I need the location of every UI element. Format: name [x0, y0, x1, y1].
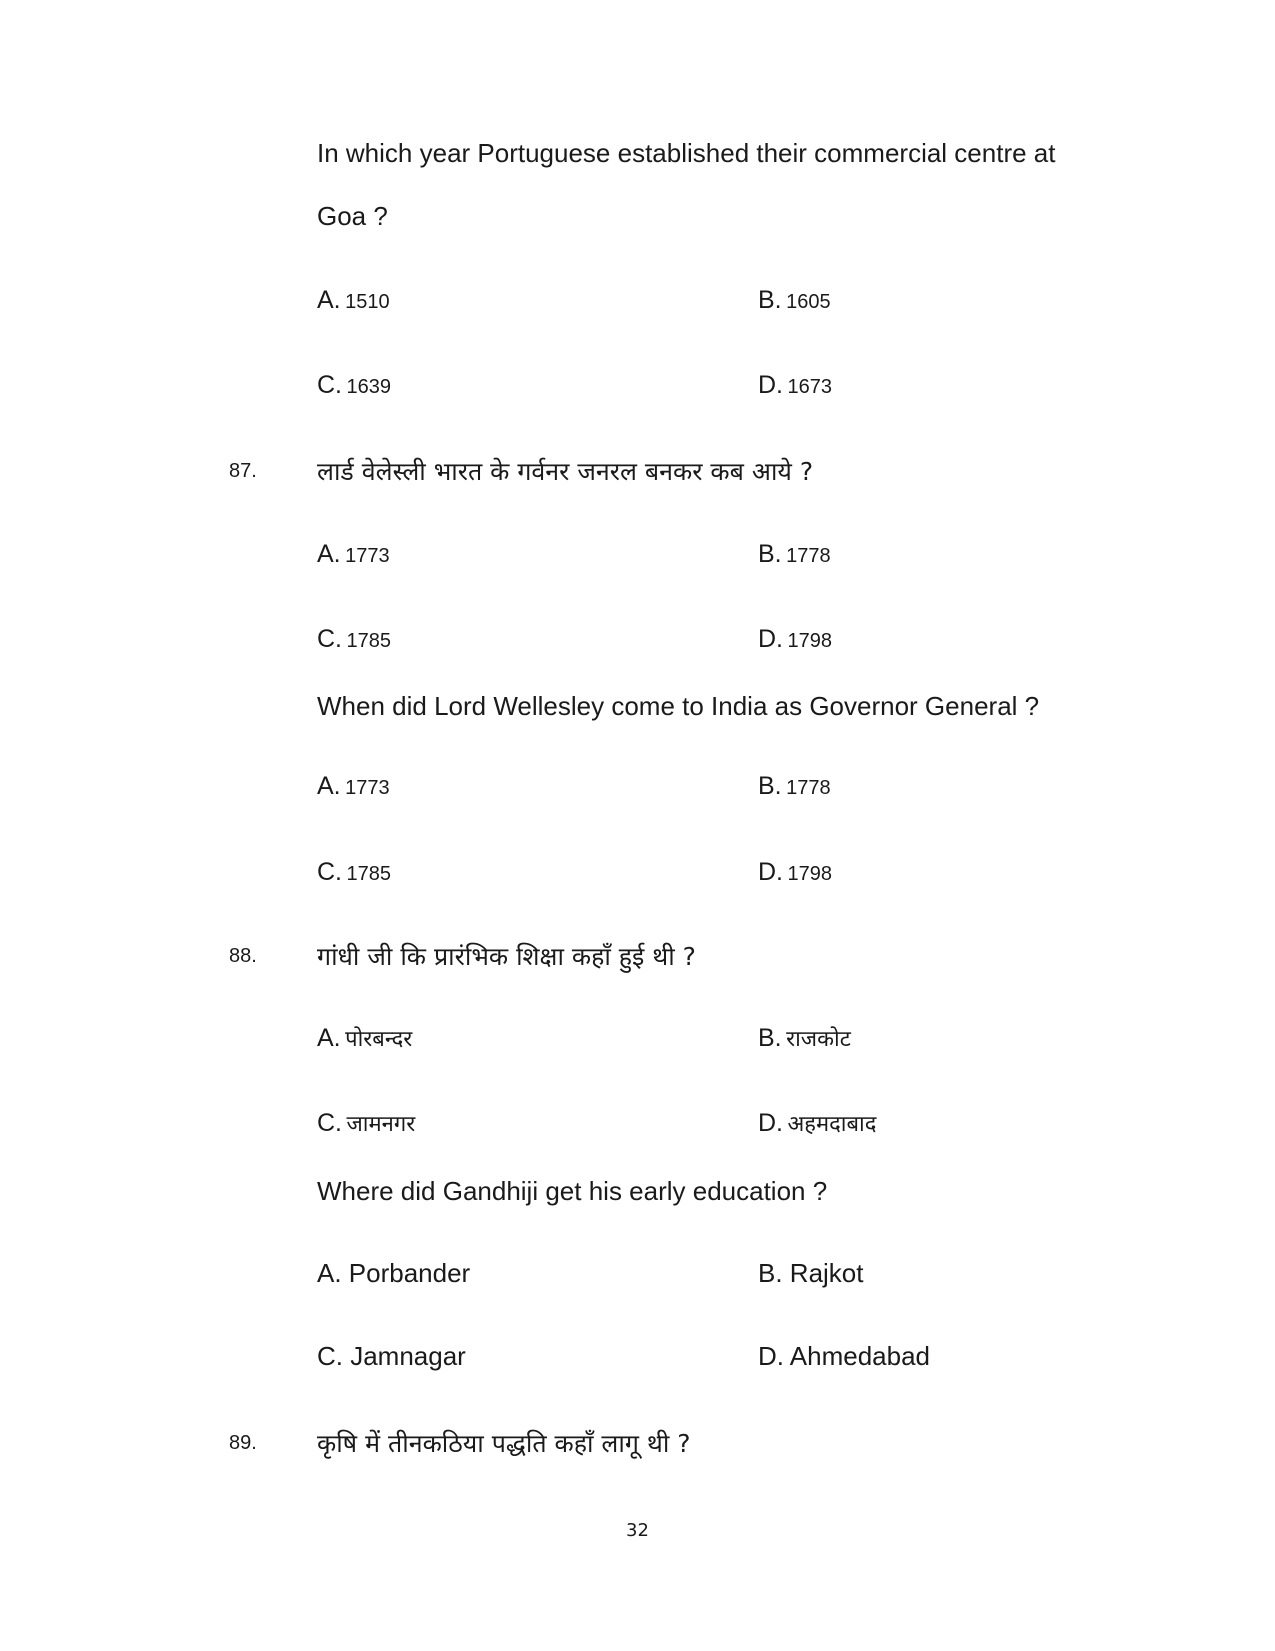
q87-hindi-option-c	[317, 625, 391, 654]
option-value: अहमदाबाद	[787, 1112, 877, 1137]
option-value: 1639	[346, 376, 391, 398]
q88-english-option-c: C. Jamnagar	[317, 1341, 466, 1371]
q87-english-option-d	[758, 858, 832, 887]
option-value: 1798	[787, 630, 832, 652]
option-value: 1785	[346, 630, 391, 652]
option-value: 1510	[345, 291, 390, 313]
option-letter: A.	[317, 1024, 341, 1052]
option-letter: D.	[758, 371, 783, 399]
q88-english-option-d: D. Ahmedabad	[758, 1341, 931, 1371]
q87-english-option-b	[758, 772, 831, 801]
option-letter: A.	[317, 540, 341, 568]
option-letter: C.	[317, 858, 342, 886]
q87-english-option-a	[317, 772, 390, 801]
option-letter: C.	[317, 1109, 342, 1137]
q87-hindi-option-d	[758, 625, 832, 654]
option-letter: D.	[758, 625, 783, 653]
q88-english-option-b: B. Rajkot	[758, 1258, 864, 1288]
option-letter: A.	[317, 286, 341, 314]
option-value: 1605	[786, 291, 831, 313]
q87-english-text: When did Lord Wellesley come to India as Governor General ?	[317, 691, 1040, 721]
q86-english-line2: Goa ?	[317, 201, 388, 231]
question-number-89: 89.	[229, 1432, 257, 1454]
question-number-87: 87.	[229, 460, 257, 482]
q87-english-option-c	[317, 858, 391, 887]
option-value: 1778	[786, 777, 831, 799]
option-value: जामनगर	[346, 1112, 416, 1137]
q86-option-d	[758, 371, 832, 400]
option-value: 1673	[787, 376, 832, 398]
option-letter: B.	[758, 540, 782, 568]
option-value: 1773	[345, 777, 390, 799]
question-number-88: 88.	[229, 945, 257, 967]
option-letter: B.	[758, 772, 782, 800]
option-value: 1773	[345, 545, 390, 567]
q88-english-option-a: A. Porbander	[317, 1258, 471, 1288]
q88-hindi-option-a	[317, 1023, 412, 1053]
q87-hindi-option-b	[758, 540, 831, 569]
option-value: राजकोट	[786, 1027, 851, 1052]
option-value: 1798	[787, 863, 832, 885]
q88-hindi-option-d	[758, 1108, 876, 1138]
q88-hindi-option-c	[317, 1108, 415, 1138]
q86-english-line1: In which year Portuguese established their commercial centre at	[317, 138, 1056, 168]
option-value: पोरबन्दर	[345, 1027, 413, 1052]
q88-hindi-option-b	[758, 1023, 851, 1053]
page-number: 32	[626, 1520, 649, 1541]
q88-hindi-text: गांधी जी कि प्रारंभिक शिक्षा कहाँ हुई थी ?	[317, 942, 696, 971]
option-letter: D.	[758, 1109, 783, 1137]
option-letter: C.	[317, 625, 342, 653]
option-letter: D.	[758, 858, 783, 886]
q89-hindi-text: कृषि में तीनकठिया पद्धति कहाँ लागू थी ?	[317, 1429, 691, 1458]
q86-option-c	[317, 371, 391, 400]
option-value: 1778	[786, 545, 831, 567]
q87-hindi-option-a	[317, 540, 390, 569]
q87-hindi-text: लार्ड वेलेस्ली भारत के गर्वनर जनरल बनकर कब आये ?	[317, 457, 814, 486]
option-letter: A.	[317, 772, 341, 800]
option-value: 1785	[346, 863, 391, 885]
option-letter: B.	[758, 286, 782, 314]
option-letter: C.	[317, 371, 342, 399]
option-letter: B.	[758, 1024, 782, 1052]
q86-option-b	[758, 286, 831, 315]
q88-english-text: Where did Gandhiji get his early education ?	[317, 1176, 828, 1206]
q86-option-a	[317, 286, 390, 315]
